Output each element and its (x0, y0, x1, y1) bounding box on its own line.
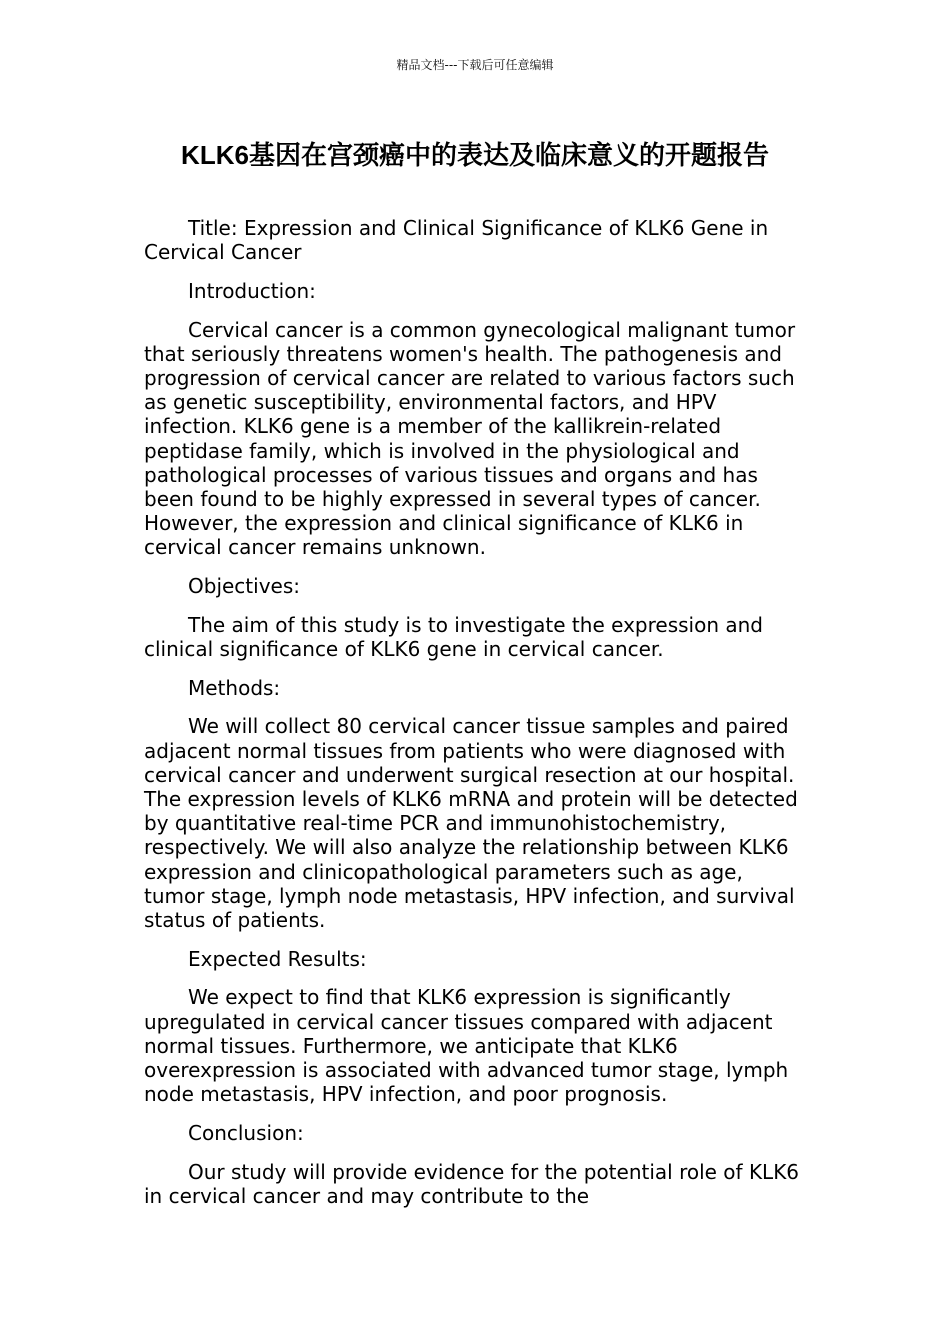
header-note: 精品文档---下载后可任意编辑 (396, 58, 554, 72)
heading-objectives: Objectives: (188, 574, 300, 599)
heading-introduction: Introduction: (188, 278, 316, 303)
paragraph-conclusion: Our study will provide evidence for the potential role of KLK6 in cervical cancer and may contribute to the (144, 1159, 800, 1208)
paragraph-introduction: Cervical cancer is a common gynecological malignant tumor that seriously threatens women's health. The pathogenesis and progression of cervical cancer are related to various factors such as genetic susceptibility, environmental factors, and HPV infection. KLK6 gene is a member of the kallikrein-related peptidase family, which is involved in the physiological and pathological processes of various tissues and organs and has been found to be highly expressed in several types of cancer. However, the expression and clinical significance of KLK6 in cervical cancer remains unknown. (144, 317, 796, 560)
document-title: KLK6基因在宫颈癌中的表达及临床意义的开题报告 (181, 140, 769, 170)
document-body (144, 216, 806, 1223)
paragraph-expected-results: We expect to find that KLK6 expression is significantly upregulated in cervical cancer tissues compared with adjacent normal tissues. Furthermore, we anticipate that KLK6 overexpression is associated with advanced tumor stage, lymph node metastasis, HPV infection, and poor prognosis. (144, 985, 789, 1107)
heading-conclusion: Conclusion: (188, 1121, 304, 1145)
heading-methods: Methods: (188, 675, 281, 700)
heading-expected-results: Expected Results: (188, 946, 367, 971)
paragraph-methods: We will collect 80 cervical cancer tissue samples and paired adjacent normal tissues from patients who were diagnosed with cervical cancer and underwent surgical resection at our hospital. The expression levels of KLK6 mRNA and protein will be detected by quantitative real-time PCR and immunohistochemistry, respectively. We will also analyze the relationship between KLK6 expression and clinicopathological parameters such as age, tumor stage, lymph node metastasis, HPV infection, and survival status of patients. (144, 714, 798, 933)
paragraph-title-line: Title: Expression and Clinical Significance of KLK6 Gene in Cervical Cancer (144, 216, 769, 265)
paragraph-objectives: The aim of this study is to investigate the expression and clinical significance of KLK6 gene in cervical cancer. (144, 612, 763, 662)
